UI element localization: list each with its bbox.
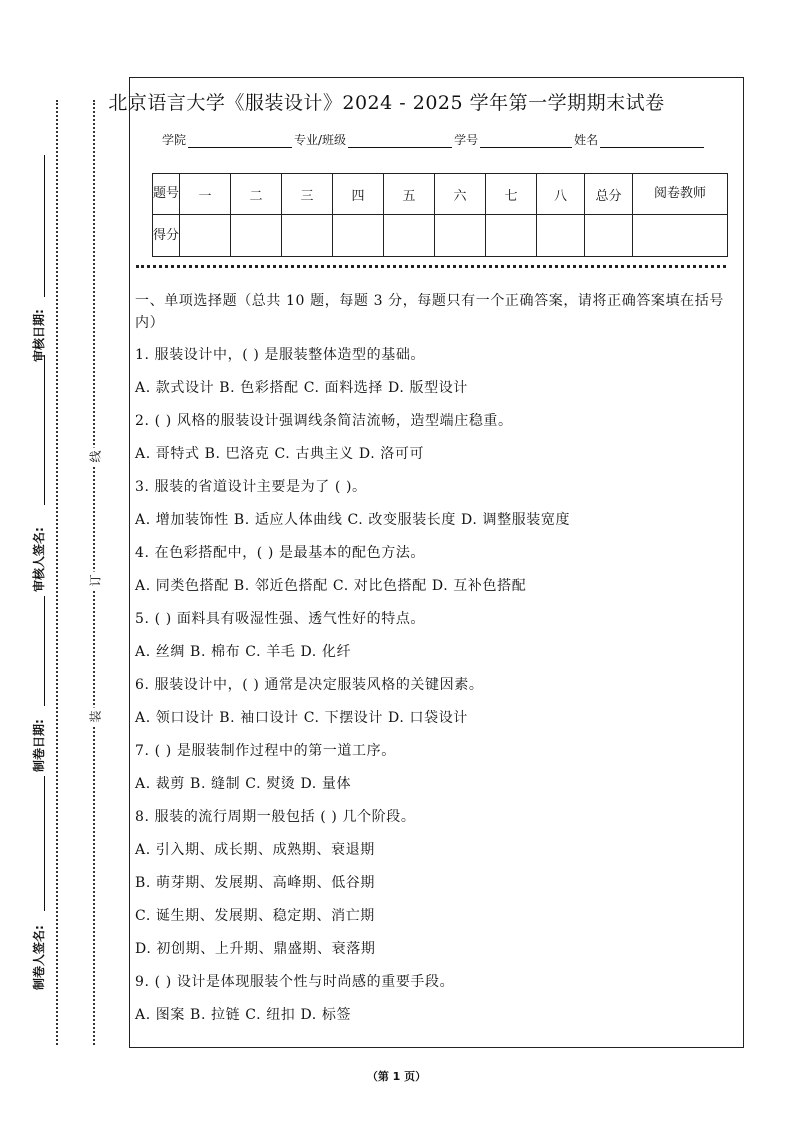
score-cell-6[interactable] (435, 215, 486, 257)
col-3: 三 (282, 174, 333, 215)
page-number: （第 1 页） (366, 1070, 427, 1083)
name-label: 姓名 (574, 133, 599, 147)
question-5-stem: 5. ( ) 面料具有吸湿性强、透气性好的特点。 (135, 611, 426, 627)
margin-dotted-line-left (56, 100, 58, 1045)
audit-date-line (44, 155, 45, 297)
question-1-options: A. 款式设计 B. 色彩搭配 C. 面料选择 D. 版型设计 (135, 380, 468, 396)
score-cell-2[interactable] (231, 215, 282, 257)
question-3-stem: 3. 服装的省道设计主要是为了 ( )。 (135, 479, 367, 495)
col-2: 二 (231, 174, 282, 215)
question-9-options: A. 图案 B. 拉链 C. 纽扣 D. 标签 (135, 1007, 352, 1023)
score-label: 得分 (153, 215, 180, 257)
score-cell-4[interactable] (333, 215, 384, 257)
score-cell-7[interactable] (486, 215, 537, 257)
college-label: 学院 (162, 133, 187, 147)
audit-signer-label: 审核人签名: (32, 527, 46, 592)
question-7-stem: 7. ( ) 是服装制作过程中的第一道工序。 (135, 743, 396, 759)
score-cell-grader[interactable] (633, 215, 728, 257)
question-8-option-b: B. 萌芽期、发展期、高峰期、低谷期 (135, 875, 375, 891)
make-signer-label: 制卷人签名: (32, 925, 46, 990)
col-1: 一 (180, 174, 231, 215)
section-heading: 一、单项选择题（总共 10 题，每题 3 分，每题只有一个正确答案，请将正确答案填在括号内） (135, 293, 724, 331)
score-cell-8[interactable] (537, 215, 585, 257)
make-date-label: 制卷日期: (32, 719, 46, 772)
question-number-label: 题号 (153, 174, 180, 215)
score-cell-1[interactable] (180, 215, 231, 257)
binding-char-bind: 装 (87, 708, 104, 726)
col-6: 六 (435, 174, 486, 215)
question-8-option-d: D. 初创期、上升期、鼎盛期、衰落期 (135, 941, 376, 957)
audit-signer-line (44, 355, 45, 505)
col-5: 五 (384, 174, 435, 215)
binding-char-line: 线 (87, 448, 104, 466)
score-cell-total[interactable] (585, 215, 633, 257)
question-8-option-a: A. 引入期、成长期、成熟期、衰退期 (135, 842, 375, 858)
question-2-options: A. 哥特式 B. 巴洛克 C. 古典主义 D. 洛可可 (135, 446, 425, 462)
question-4-stem: 4. 在色彩搭配中，( ) 是最基本的配色方法。 (135, 545, 426, 561)
name-field[interactable] (600, 133, 704, 148)
question-8-stem: 8. 服装的流行周期一般包括 ( ) 几个阶段。 (135, 809, 416, 825)
audit-date-label: 审核日期: (32, 309, 46, 362)
col-7: 七 (486, 174, 537, 215)
score-cell-3[interactable] (282, 215, 333, 257)
major-label: 专业/班级 (294, 133, 347, 147)
question-3-options: A. 增加装饰性 B. 适应人体曲线 C. 改变服装长度 D. 调整服装宽度 (135, 512, 571, 528)
question-5-options: A. 丝绸 B. 棉布 C. 羊毛 D. 化纤 (135, 644, 352, 660)
college-field[interactable] (188, 133, 292, 148)
score-table (152, 173, 728, 257)
col-8: 八 (537, 174, 585, 215)
score-cell-5[interactable] (384, 215, 435, 257)
col-grader: 阅卷教师 (633, 174, 728, 215)
question-8-option-c: C. 诞生期、发展期、稳定期、消亡期 (135, 908, 375, 924)
question-4-options: A. 同类色搭配 B. 邻近色搭配 C. 对比色搭配 D. 互补色搭配 (135, 578, 527, 594)
question-6-stem: 6. 服装设计中，( ) 通常是决定服装风格的关键因素。 (135, 677, 484, 693)
dotted-separator (136, 265, 726, 268)
col-4: 四 (333, 174, 384, 215)
student-info-row (162, 131, 706, 148)
make-signer-line (44, 776, 45, 911)
col-total: 总分 (585, 174, 633, 215)
binding-char-staple: 订 (87, 572, 104, 590)
student-id-field[interactable] (480, 133, 572, 148)
question-6-options: A. 领口设计 B. 袖口设计 C. 下摆设计 D. 口袋设计 (135, 710, 468, 726)
question-9-stem: 9. ( ) 设计是体现服装个性与时尚感的重要手段。 (135, 974, 455, 990)
exam-title: 北京语言大学《服装设计》2024 - 2025 学年第一学期期末试卷 (108, 92, 665, 114)
student-id-label: 学号 (454, 133, 479, 147)
question-2-stem: 2. ( ) 风格的服装设计强调线条简洁流畅，造型端庄稳重。 (135, 413, 513, 429)
major-field[interactable] (348, 133, 452, 148)
make-date-line (44, 596, 45, 706)
question-7-options: A. 裁剪 B. 缝制 C. 熨烫 D. 量体 (135, 776, 352, 792)
question-1-stem: 1. 服装设计中，( ) 是服装整体造型的基础。 (135, 347, 426, 363)
